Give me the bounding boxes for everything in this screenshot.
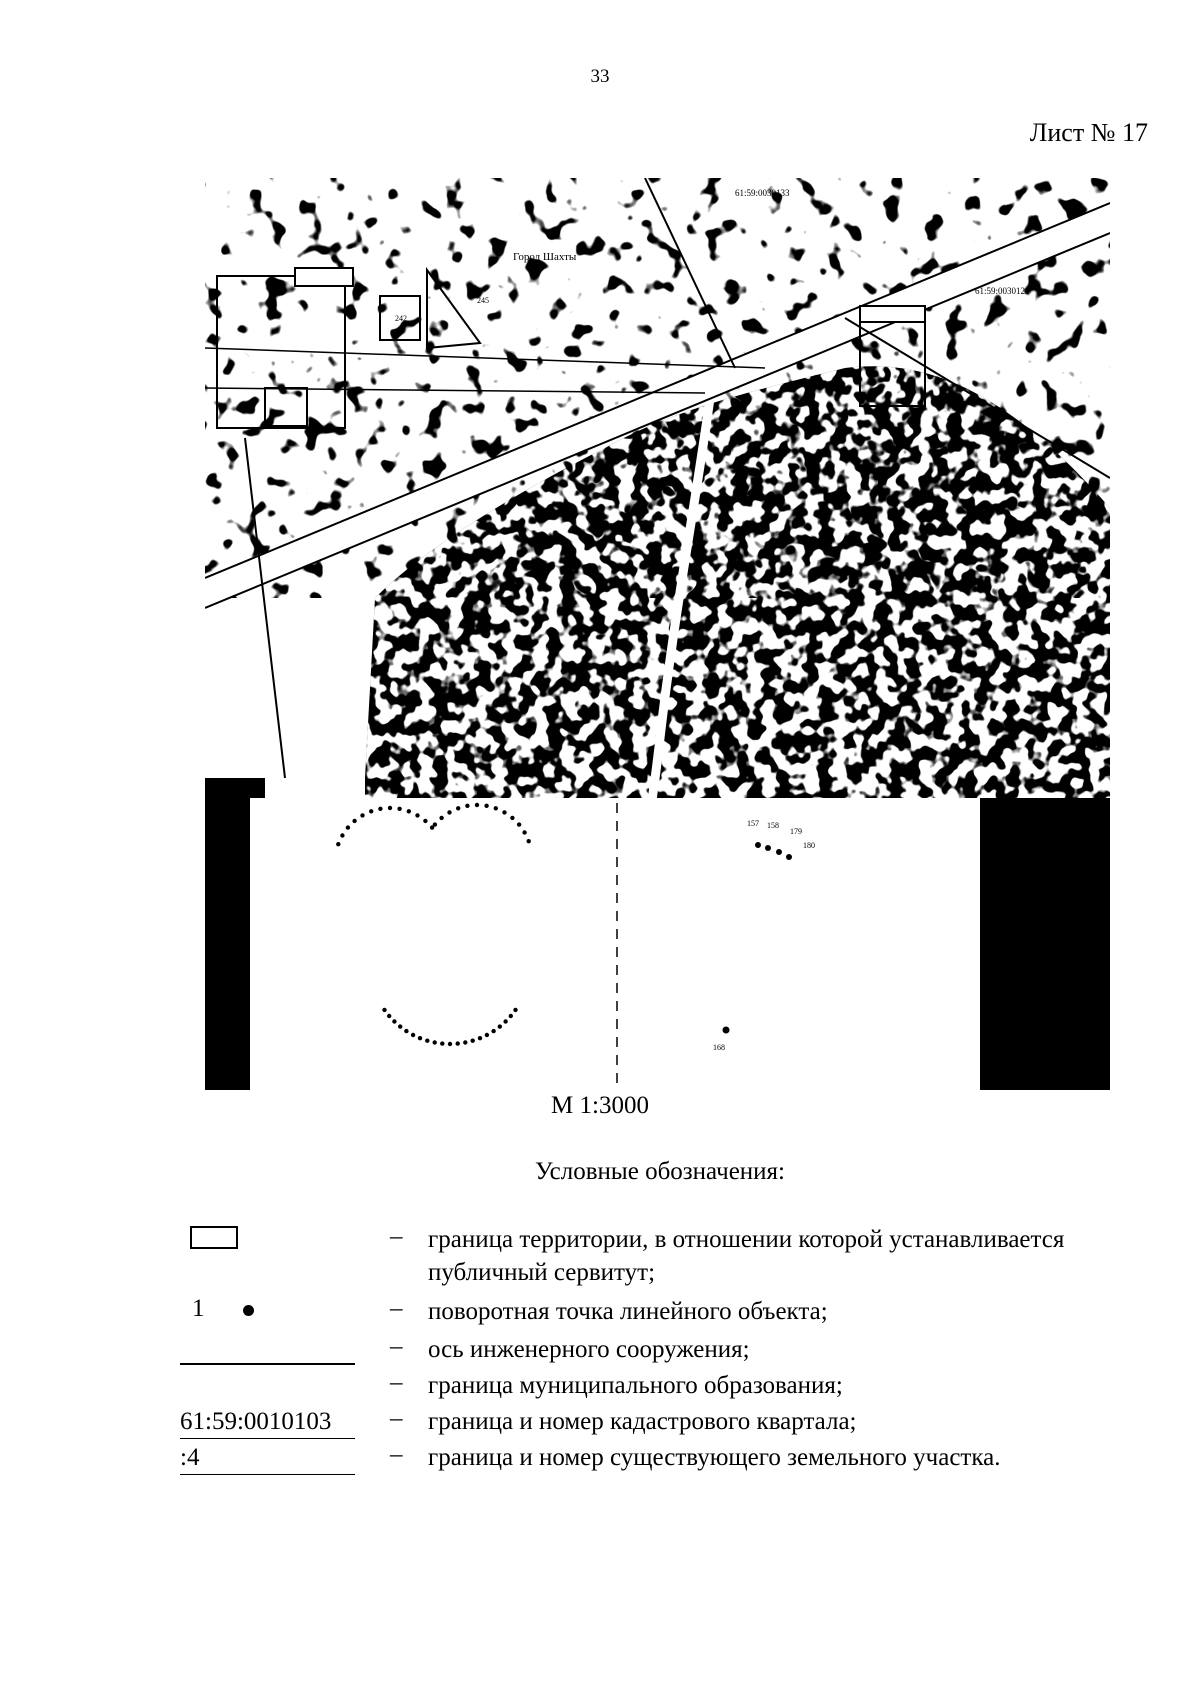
- legend: [180, 1223, 1135, 1477]
- point-dot: [517, 822, 521, 826]
- point-marker: [776, 849, 782, 855]
- legend-row-municipal: [180, 1369, 1135, 1405]
- servitude-rect-symbol: [190, 1226, 238, 1249]
- point-dot: [433, 1040, 437, 1044]
- point-dot: [369, 809, 373, 813]
- point-dot-icon: [243, 1305, 254, 1316]
- point-dot: [336, 842, 340, 846]
- point-dot: [448, 1042, 452, 1046]
- point-dot: [423, 819, 427, 823]
- servitude-boundary: [860, 306, 925, 322]
- point-dot: [346, 825, 350, 829]
- point-dot: [463, 1040, 467, 1044]
- point-marker: [765, 845, 771, 851]
- point-dot: [411, 1033, 415, 1037]
- point-dot: [392, 1019, 396, 1023]
- point-dot: [491, 1029, 495, 1033]
- point-dot: [398, 1024, 402, 1028]
- point-dot: [388, 806, 392, 810]
- legend-dash: –: [390, 1295, 403, 1322]
- legend-description: граница и номер существующего земельного участка.: [428, 1444, 1001, 1471]
- point-dot: [415, 813, 419, 817]
- point-dot: [478, 1036, 482, 1040]
- point-dot: [397, 807, 401, 811]
- legend-row-point: [180, 1295, 1135, 1333]
- legend-description: поворотная точка линейного объекта;: [428, 1298, 828, 1325]
- legend-row-cadastral: [180, 1405, 1135, 1441]
- legend-dash: –: [390, 1369, 403, 1396]
- point-dot: [352, 819, 356, 823]
- legend-description: граница и номер кадастрового квартала;: [428, 1408, 857, 1435]
- map-label-plot-242: 242: [395, 314, 407, 323]
- legend-description: ось инженерного сооружения;: [428, 1336, 750, 1363]
- point-dot: [484, 804, 488, 808]
- point-label-158: 158: [767, 821, 779, 830]
- servitude-boundary: [295, 268, 353, 286]
- point-dot: [378, 807, 382, 811]
- legend-dash: –: [390, 1333, 403, 1360]
- point-dot: [340, 833, 344, 837]
- point-dot: [471, 1039, 475, 1043]
- point-dot: [527, 839, 531, 843]
- cadastral-quarter-number: 61:59:0010103: [180, 1405, 355, 1439]
- point-dot: [522, 830, 526, 834]
- point-dot: [447, 810, 451, 814]
- page-number: 33: [590, 66, 610, 87]
- sheet-label: Лист № 17: [1029, 118, 1148, 147]
- point-dot: [360, 813, 364, 817]
- map-label-cadastral-top: 61:59:0030133: [735, 188, 790, 198]
- point-dot: [513, 1008, 517, 1012]
- legend-title: Условные обозначения:: [534, 1158, 786, 1185]
- point-dot: [465, 804, 469, 808]
- legend-dash: –: [390, 1223, 403, 1250]
- point-marker: [723, 1027, 730, 1034]
- legend-description-text: граница территории, в отношении которой устанавливается публичный сервитут;: [428, 1226, 1065, 1286]
- point-dot: [509, 1014, 513, 1018]
- point-dot: [387, 1014, 391, 1018]
- point-dot: [456, 1041, 460, 1045]
- point-marker: [786, 854, 792, 860]
- point-dot: [494, 806, 498, 810]
- municipal-boundary-line-symbol: [180, 1363, 355, 1365]
- point-dot: [485, 1033, 489, 1037]
- point-dot: [502, 810, 506, 814]
- point-label-180: 180: [803, 841, 815, 850]
- legend-description: граница муниципального образования;: [428, 1372, 843, 1399]
- scale-label: М 1:3000: [551, 1092, 649, 1119]
- point-dot: [503, 1019, 507, 1023]
- point-dot: [425, 1039, 429, 1043]
- map-inset: [250, 798, 980, 1090]
- legend-dash: –: [390, 1441, 403, 1468]
- land-plot-number: :4: [180, 1441, 355, 1475]
- legend-row-plot: [180, 1441, 1135, 1477]
- point-dot: [510, 816, 514, 820]
- point-label-157: 157: [747, 819, 759, 828]
- point-label-179: 179: [790, 827, 802, 836]
- point-dot: [407, 809, 411, 813]
- map-label-cadastral-right: 61:59:0030121: [975, 286, 1030, 296]
- point-dot: [404, 1029, 408, 1033]
- legend-row-servitude: [180, 1223, 1135, 1295]
- point-dot: [382, 1008, 386, 1012]
- map-label-plot-245: 245: [477, 296, 489, 305]
- point-dot: [439, 816, 443, 820]
- point-dot: [418, 1036, 422, 1040]
- point-dot: [475, 803, 479, 807]
- point-label-168: 168: [713, 1043, 725, 1052]
- legend-point-number: 1: [192, 1295, 205, 1322]
- point-marker: [755, 842, 761, 848]
- point-dot: [440, 1041, 444, 1045]
- map-image: [205, 178, 1110, 1090]
- point-dot: [498, 1024, 502, 1028]
- legend-description: [428, 1223, 1135, 1289]
- point-dot: [433, 822, 437, 826]
- point-dot: [456, 806, 460, 810]
- legend-dash: –: [390, 1405, 403, 1432]
- map-label-city: Город Шахты: [513, 251, 577, 263]
